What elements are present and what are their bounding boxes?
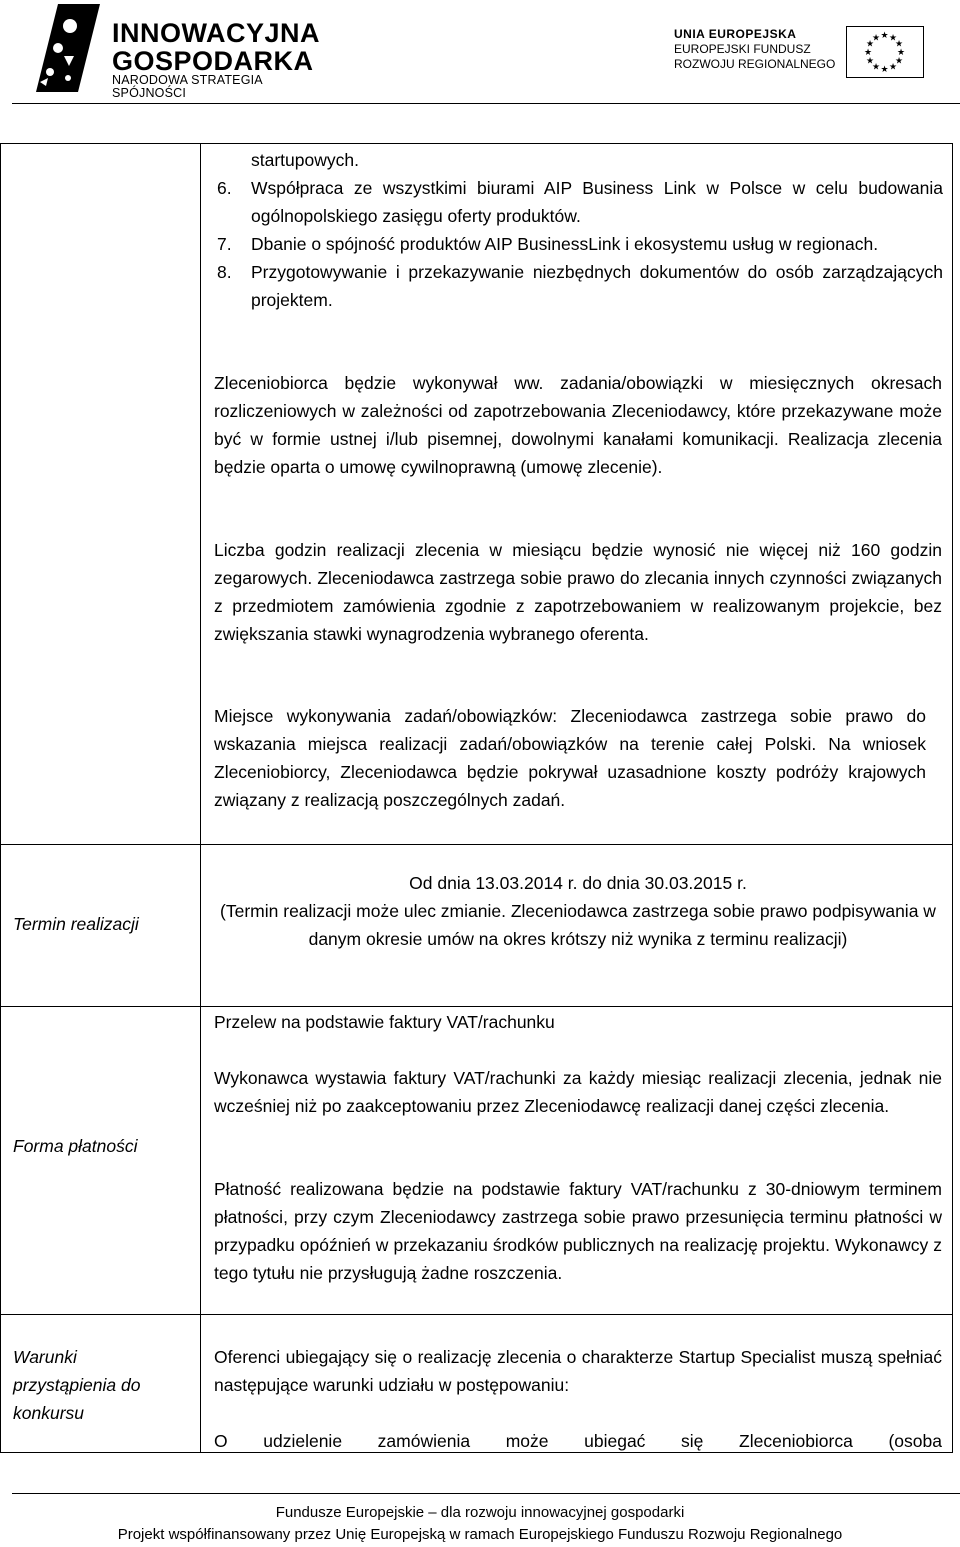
header-divider	[12, 103, 960, 104]
list-item-number: 7.	[217, 234, 232, 254]
footer-divider	[12, 1493, 960, 1494]
payment-terms: Płatność realizowana będzie na podstawie faktury VAT/rachunku z 30-dniowym terminem płatności, przy czym Zleceniodawcy zastrzega sobie prawo przesunięcia terminu płatności w przypadku opóźnień w przekazaniu środków publicznych na realizację projektu. Wykonawcy z tego tytułu nie przysługują żadne roszczenia.	[214, 1179, 942, 1283]
row-divider	[1, 1314, 952, 1315]
svg-text:★: ★	[888, 62, 898, 73]
svg-text:★: ★	[894, 56, 904, 67]
termin-label: Termin realizacji	[13, 914, 139, 934]
eu-logo-line2: EUROPEJSKI FUNDUSZ	[674, 42, 811, 56]
list-item-number: 8.	[217, 262, 232, 282]
termin-dates: Od dnia 13.03.2014 r. do dnia 30.03.2015 r.	[409, 873, 747, 893]
list-item	[217, 230, 943, 258]
list-item	[217, 174, 943, 230]
logo-title-line1: INNOWACYJNA	[112, 18, 321, 48]
svg-text:★: ★	[871, 33, 881, 44]
place-paragraph: Miejsce wykonywania zadań/obowiązków: Zleceniodawca zastrzega sobie prawo do wskazania miejsca realizacji zadań/obowiązków na terenie całej Polski. Na wniosek Zleceniobiorcy, Zleceniodawca będzie pokrywał uzasadnione koszty podróży krajowych związany z realizacją poszczególnych zadań.	[214, 706, 926, 810]
payment-label: Forma płatności	[13, 1136, 138, 1156]
row-divider	[1, 1006, 952, 1007]
obligations-paragraph: Zleceniobiorca będzie wykonywał ww. zadania/obowiązki w miesięcznych okresach rozliczeniowych w zależności od zapotrzebowania Zleceniodawcy, które przekazywane może być w formie ustnej i/lub pisemnej, dowolnymi kanałami komunikacji. Realizacja zlecenia będzie oparta o umowę cywilnoprawną (umowę zlecenie).	[214, 373, 942, 477]
hours-paragraph: Liczba godzin realizacji zlecenia w miesiącu będzie wynosić nie więcej niż 160 godzin zegarowych. Zleceniodawca zastrzega sobie prawo do zlecania innych czynności związanych z przedmiotem zamówienia zgodnie z zapotrzebowaniem w realizowanym projekcie, bez zwiększania stawki wynagrodzenia wybranego oferenta.	[214, 540, 942, 644]
svg-text:★: ★	[888, 33, 898, 44]
list-item-number: 6.	[217, 178, 232, 198]
conditions-label: Warunki przystąpienia do konkursu	[13, 1347, 141, 1423]
row-divider	[1, 844, 952, 845]
column-divider	[200, 144, 201, 1452]
task-list	[217, 146, 943, 314]
svg-text:★: ★	[880, 65, 889, 75]
eu-logo	[674, 26, 934, 86]
payment-invoicing: Wykonawca wystawia faktury VAT/rachunki za każdy miesiąc realizacji zlecenia, jednak nie wcześniej niż po zaakceptowaniu przez Zleceniodawcę realizacji danej części zlecenia.	[214, 1068, 942, 1116]
page-header	[0, 0, 960, 104]
svg-text:★: ★	[871, 62, 881, 73]
footer-line2: Projekt współfinansowany przez Unię Europejską w ramach Europejskiego Funduszu Rozwoju Regionalnego	[117, 1526, 843, 1543]
svg-text:★: ★	[896, 48, 906, 58]
details-table	[0, 143, 953, 1453]
list-item	[217, 146, 943, 174]
list-item-text: Dbanie o spójność produktów AIP BusinessLink i ekosystemu usług w regionach.	[251, 234, 879, 254]
eu-logo-line3: ROZWOJU REGIONALNEGO	[674, 57, 836, 71]
list-item-text: Przygotowywanie i przekazywanie niezbędnych dokumentów do osób zarządzających projektem.	[251, 262, 943, 310]
svg-text:★: ★	[865, 39, 875, 50]
conditions-first-line: O udzielenie zamówienia może ubiegać się Zleceniobiorca (osoba	[214, 1431, 942, 1451]
svg-text:★: ★	[894, 39, 904, 50]
eu-flag-icon	[846, 26, 924, 78]
svg-text:★: ★	[880, 31, 889, 41]
logo-subtitle: NARODOWA STRATEGIA SPÓJNOŚCI	[112, 73, 263, 100]
ig-emblem-icon	[28, 4, 108, 94]
logo-title-line2: GOSPODARKA	[112, 46, 314, 76]
innowacyjna-gospodarka-logo	[28, 4, 328, 100]
termin-note: (Termin realizacji może ulec zmianie. Zleceniodawca zastrzega sobie prawo podpisywania w danym okresie umów na okres krótszy niż wynika z terminu realizacji)	[220, 901, 936, 949]
footer-line1: Fundusze Europejskie – dla rozwoju innowacyjnej gospodarki	[275, 1504, 685, 1521]
eu-logo-line1: UNIA EUROPEJSKA	[674, 27, 797, 41]
payment-method: Przelew na podstawie faktury VAT/rachunku	[214, 1012, 555, 1032]
svg-text:★: ★	[865, 56, 875, 67]
svg-text:★: ★	[863, 48, 873, 58]
list-item-text: startupowych.	[251, 150, 359, 170]
list-item-text: Współpraca ze wszystkimi biurami AIP Business Link w Polsce w celu budowania ogólnopolskiego zasięgu oferty produktów.	[251, 178, 943, 226]
conditions-intro: Oferenci ubiegający się o realizację zlecenia o charakterze Startup Specialist muszą spełniać następujące warunki udziału w postępowaniu:	[214, 1347, 942, 1395]
list-item	[217, 258, 943, 314]
